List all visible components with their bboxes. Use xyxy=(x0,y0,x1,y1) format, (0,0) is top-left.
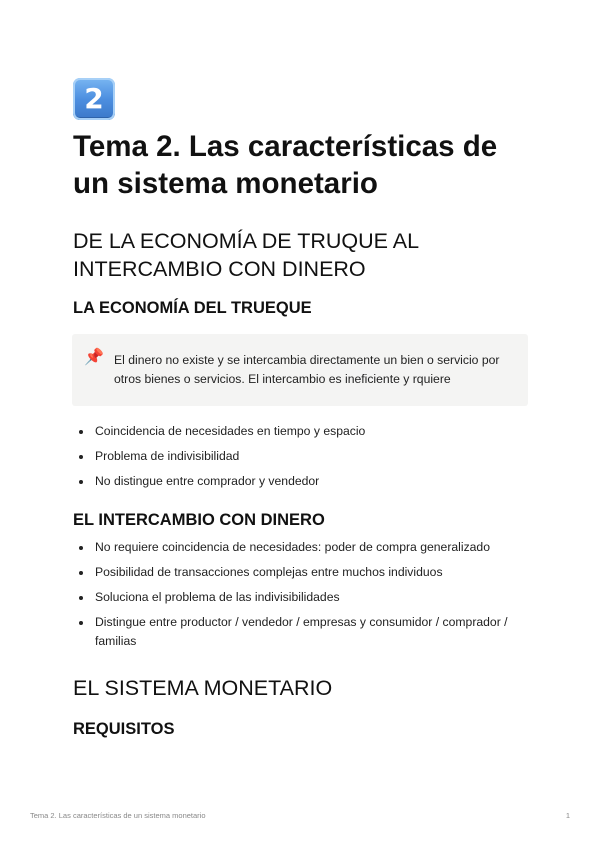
number-2-keycap-icon: 2 xyxy=(73,78,115,120)
footer-page-number: 1 xyxy=(565,811,570,820)
list-item: No requiere coincidencia de necesidades: poder de compra generalizado xyxy=(73,538,533,557)
dinero-list xyxy=(73,538,533,657)
list-item: Distingue entre productor / vendedor / empresas y consumidor / comprador / familias xyxy=(73,613,533,651)
subheading-requisitos: REQUISITOS xyxy=(73,720,175,738)
list-item: Coincidencia de necesidades en tiempo y espacio xyxy=(73,422,533,441)
callout-text: El dinero no existe y se intercambia directamente un bien o servicio por otros bienes o servicios. El intercambio es ineficiente y rquiere xyxy=(114,353,500,386)
callout-box xyxy=(72,334,528,406)
list-item: Posibilidad de transacciones complejas entre muchos individuos xyxy=(73,563,533,582)
section-heading-sistema-monetario: EL SISTEMA MONETARIO xyxy=(73,676,333,700)
trueque-list xyxy=(73,422,533,497)
list-item: Problema de indivisibilidad xyxy=(73,447,533,466)
list-item: Soluciona el problema de las indivisibilidades xyxy=(73,588,533,607)
footer-document-title: Tema 2. Las características de un sistema monetario xyxy=(30,811,206,820)
pushpin-icon: 📌 xyxy=(84,349,104,366)
list-item: No distingue entre comprador y vendedor xyxy=(73,472,533,491)
section-heading-trueque-dinero: DE LA ECONOMÍA DE TRUQUE AL INTERCAMBIO CON DINERO xyxy=(73,229,419,281)
page-title: Tema 2. Las características de un sistema monetario xyxy=(73,130,498,200)
subheading-intercambio-dinero: EL INTERCAMBIO CON DINERO xyxy=(73,511,325,529)
subheading-economia-trueque: LA ECONOMÍA DEL TRUEQUE xyxy=(73,299,312,317)
